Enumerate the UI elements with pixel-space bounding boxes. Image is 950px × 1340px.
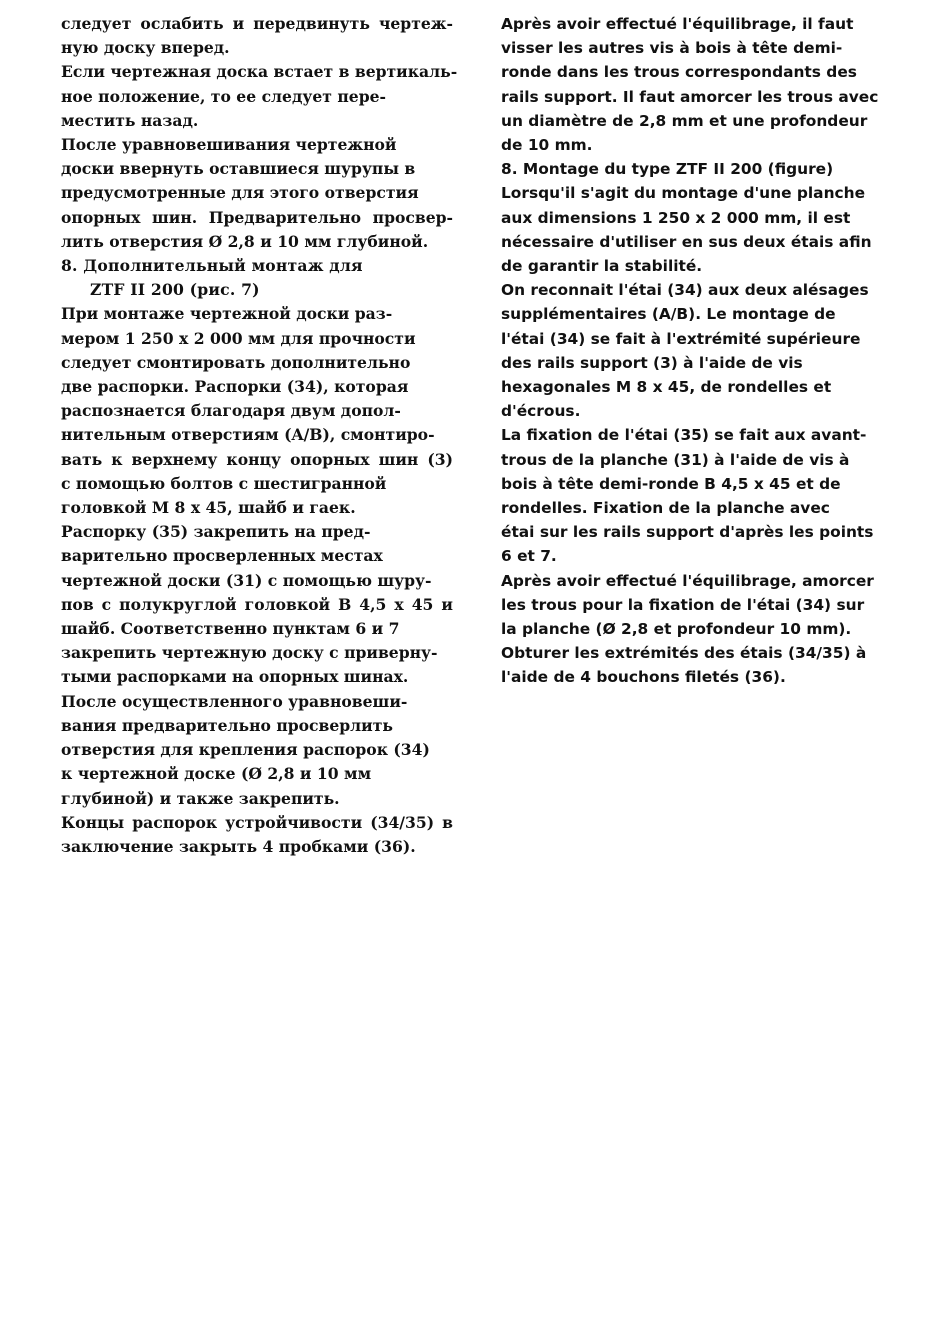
text-line: aux dimensions 1 250 x 2 000 mm, il est (501, 208, 851, 227)
text-line: шайб. Соответственно пунктам 6 и 7 (61, 619, 400, 639)
text-line: Концы распорок устройчивости (34/35) в (61, 812, 453, 832)
ru-paragraph-1 (61, 12, 453, 60)
french-column (501, 12, 893, 690)
ru-paragraph-4 (61, 302, 453, 520)
text-line: две распорки. Распорки (34), которая (61, 377, 409, 397)
text-line: Après avoir effectué l'équilibrage, amorcer (501, 571, 874, 590)
text-line: лить отверстия Ø 2,8 и 10 мм глубиной. (61, 231, 429, 251)
text-line: de 10 mm. (501, 136, 593, 155)
text-line: следует ослабить и передвинуть чертеж- (61, 14, 453, 33)
russian-column (61, 12, 458, 859)
text-line: ronde dans les trous correspondants des (501, 63, 857, 82)
text-line: мером 1 250 x 2 000 мм для прочности (61, 328, 416, 348)
text-line: Если чертежная доска встает в вертикаль- (61, 62, 458, 82)
heading-line: 8. Дополнительный монтаж для (61, 256, 363, 276)
text-line: de garantir la stabilité. (501, 257, 703, 276)
text-line: опорных шин. Предварительно просвер- (61, 207, 453, 227)
text-line: supplémentaires (A/B). Le montage de (501, 305, 836, 324)
text-line: отверстия для крепления распорок (34) (61, 740, 430, 760)
text-line: местить назад. (61, 110, 199, 130)
text-line: rails support. Il faut amorcer les trous avec (501, 87, 879, 106)
text-line: l'aide de 4 bouchons filetés (36). (501, 668, 786, 687)
ru-paragraph-7 (61, 811, 453, 859)
text-line: Obturer les extrémités des étais (34/35) à (501, 644, 867, 663)
text-line: La fixation de l'étai (35) se fait aux avant- (501, 426, 867, 445)
text-line: trous de la planche (31) à l'aide de vis à (501, 450, 850, 469)
text-line: visser les autres vis à bois à tête demi- (501, 39, 843, 58)
heading-line: ZTF II 200 (рис. 7) (90, 280, 260, 300)
heading-line: 8. Montage du type ZTF II 200 (figure) (501, 160, 834, 179)
fr-paragraph-2 (501, 181, 893, 278)
ru-paragraph-3 (61, 133, 453, 254)
fr-paragraph-1 (501, 12, 893, 157)
text-line: hexagonales M 8 x 45, de rondelles et (501, 378, 832, 397)
text-line: les trous pour la fixation de l'étai (34) sur (501, 595, 865, 614)
text-line: вать к верхнему концу опорных шин (3) (61, 449, 453, 469)
text-line: bois à tête demi-ronde B 4,5 x 45 et de (501, 474, 841, 493)
fr-paragraph-6 (501, 641, 893, 689)
text-line: чертежной доски (31) с помощью шуру- (61, 570, 432, 590)
text-line: нительным отверстиям (A/B), смонтиро- (61, 425, 435, 445)
text-line: Lorsqu'il s'agit du montage d'une planche (501, 184, 866, 203)
text-line: После уравновешивания чертежной (61, 135, 397, 155)
text-line: с помощью болтов с шестигранной (61, 473, 387, 493)
ru-paragraph-2 (61, 60, 458, 133)
text-line: закрепить чертежную доску с приверну- (61, 643, 438, 663)
text-line: вания предварительно просверлить (61, 715, 393, 735)
text-line: ную доску вперед. (61, 38, 230, 58)
text-line: заключение закрыть 4 пробками (36). (61, 836, 416, 856)
text-line: Après avoir effectué l'équilibrage, il faut (501, 15, 854, 33)
text-line: При монтаже чертежной доски раз- (61, 304, 393, 324)
text-line: варительно просверленных местах (61, 546, 383, 566)
fr-paragraph-3 (501, 278, 893, 423)
text-line: предусмотренные для этого отверстия (61, 183, 419, 203)
text-line: des rails support (3) à l'aide de vis (501, 353, 803, 372)
text-line: После осуществленного уравновеши- (61, 691, 408, 711)
fr-section-heading (501, 157, 893, 181)
text-line: доски ввернуть оставшиеся шурупы в (61, 159, 416, 179)
text-line: следует смонтировать дополнительно (61, 352, 411, 372)
ru-section-heading (61, 254, 453, 302)
text-line: пов с полукруглой головкой B 4,5 x 45 и (61, 594, 453, 614)
fr-paragraph-4 (501, 423, 893, 568)
text-line: глубиной) и также закрепить. (61, 788, 340, 808)
text-line: к чертежной доске (Ø 2,8 и 10 мм (61, 764, 372, 784)
text-line: nécessaire d'utiliser en sus deux étais afin (501, 232, 872, 251)
text-line: la planche (Ø 2,8 et profondeur 10 mm). (501, 620, 852, 639)
text-line: тыми распорками на опорных шинах. (61, 667, 409, 687)
text-line: d'écrous. (501, 402, 581, 421)
ru-paragraph-5 (61, 520, 453, 689)
text-line: Распорку (35) закрепить на пред- (61, 522, 371, 542)
text-line: 6 et 7. (501, 547, 557, 566)
text-line: un diamètre de 2,8 mm et une profondeur (501, 111, 868, 130)
text-line: ное положение, то ее следует пере- (61, 86, 386, 106)
text-line: étai sur les rails support d'après les points (501, 523, 874, 542)
fr-paragraph-5 (501, 569, 893, 642)
ru-paragraph-6 (61, 690, 453, 811)
text-line: On reconnait l'étai (34) aux deux alésages (501, 281, 869, 300)
text-line: головкой M 8 x 45, шайб и гаек. (61, 498, 356, 518)
text-line: rondelles. Fixation de la planche avec (501, 499, 830, 518)
text-line: l'étai (34) se fait à l'extrémité supérieure (501, 329, 861, 348)
text-line: распознается благодаря двум допол- (61, 401, 401, 421)
